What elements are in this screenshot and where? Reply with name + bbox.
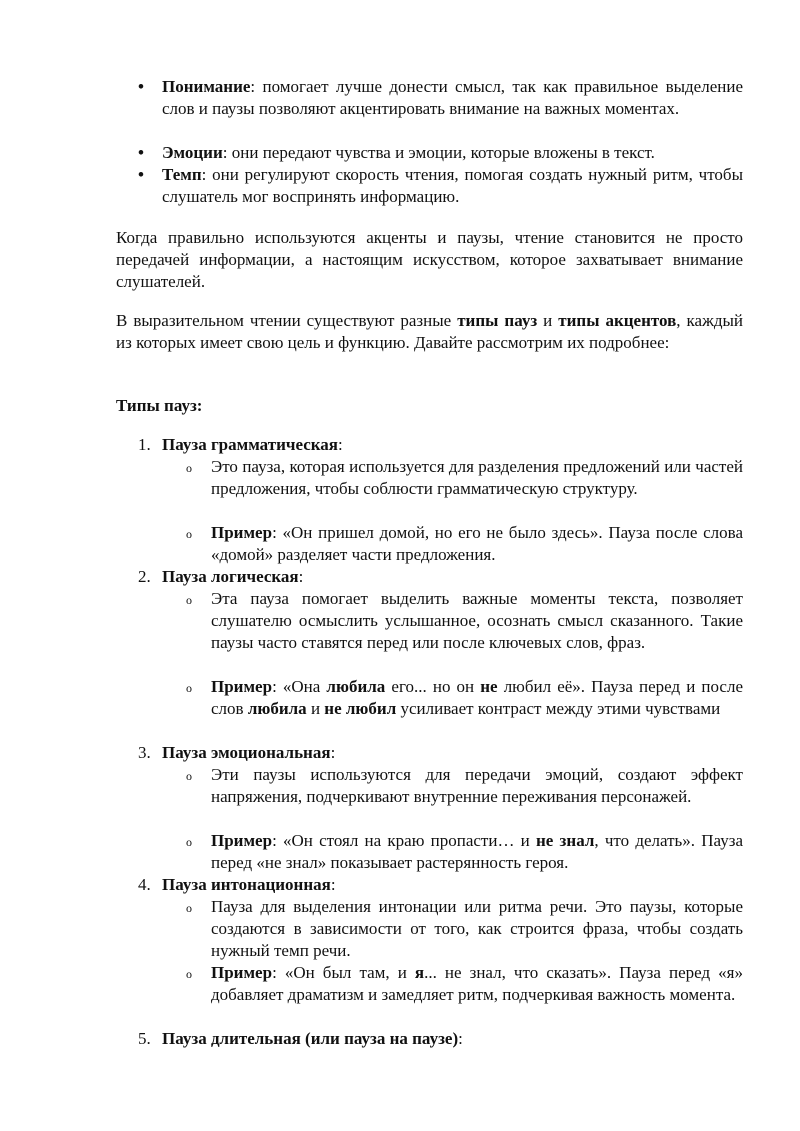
sub-text: Это пауза, которая используется для разделения предложений или частей предложения, чтобы соблюсти грамматическую структуру.: [211, 457, 743, 498]
sub-bullet: o: [186, 835, 192, 849]
bullet-term: Понимание: [162, 77, 251, 96]
sub-text: Пример: «Он стоял на краю пропасти… и не знал, что делать». Пауза перед «не знал» показывает растерянность героя.: [211, 831, 743, 872]
bullet-marker: •: [138, 165, 144, 184]
list-number: 1.: [138, 435, 151, 454]
sub-text: Пример: «Она любила его... но он не любил её». Пауза перед и после слов любила и не любил усиливает контраст между этими чувствами: [211, 677, 743, 718]
bullet-marker: •: [138, 77, 144, 96]
sub-bullet: o: [186, 461, 192, 475]
section-heading: Типы пауз:: [116, 396, 203, 415]
sub-bullet: o: [186, 527, 192, 541]
sub-bullet: o: [186, 593, 192, 607]
list-title: Пауза интонационная:: [162, 875, 336, 894]
sub-text: Эта пауза помогает выделить важные моменты текста, позволяет слушателю осмыслить услышанное, осознать смысл сказанного. Такие паузы часто ставятся перед или после ключевых слов, фраз.: [211, 589, 743, 652]
list-title: Пауза логическая:: [162, 567, 304, 586]
bullet-text: : помогает лучше донести смысл, так как правильное выделение слов и паузы позволяют акцентировать внимание на важных моментах.: [162, 77, 743, 118]
list-title: Пауза грамматическая:: [162, 435, 343, 454]
list-number: 2.: [138, 567, 151, 586]
list-number: 4.: [138, 875, 151, 894]
sub-text: Эти паузы используются для передачи эмоций, создают эффект напряжения, подчеркивают внутренние переживания персонажей.: [211, 765, 743, 806]
sub-text: Пауза для выделения интонации или ритма речи. Это паузы, которые создаются в зависимости от того, как строится фраза, чтобы создать нужный темп речи.: [211, 897, 743, 960]
sub-bullet: o: [186, 967, 192, 981]
bullet-text: : они регулируют скорость чтения, помогая создать нужный ритм, чтобы слушатель мог воспринять информацию.: [162, 165, 743, 206]
list-number: 3.: [138, 743, 151, 762]
paragraph: В выразительном чтении существуют разные типы пауз и типы акцентов, каждый из которых имеет свою цель и функцию. Давайте рассмотрим их подробнее:: [116, 311, 743, 352]
bullet-term: Темп: [162, 165, 202, 184]
paragraph: Когда правильно используются акценты и паузы, чтение становится не просто передачей информации, а настоящим искусством, которое захватывает внимание слушателей.: [116, 228, 743, 291]
bullet-marker: •: [138, 143, 144, 162]
sub-text: Пример: «Он был там, и я... не знал, что сказать». Пауза перед «я» добавляет драматизм и замедляет ритм, подчеркивая важность момента.: [211, 963, 743, 1004]
bullet-term: Эмоции: [162, 143, 223, 162]
sub-bullet: o: [186, 901, 192, 915]
sub-bullet: o: [186, 681, 192, 695]
list-title: Пауза эмоциональная:: [162, 743, 336, 762]
sub-bullet: o: [186, 769, 192, 783]
list-number: 5.: [138, 1029, 151, 1048]
list-title: Пауза длительная (или пауза на паузе):: [162, 1029, 463, 1048]
bullet-text: : они передают чувства и эмоции, которые вложены в текст.: [222, 143, 655, 162]
sub-text: Пример: «Он пришел домой, но его не было здесь». Пауза после слова «домой» разделяет части предложения.: [211, 523, 743, 564]
